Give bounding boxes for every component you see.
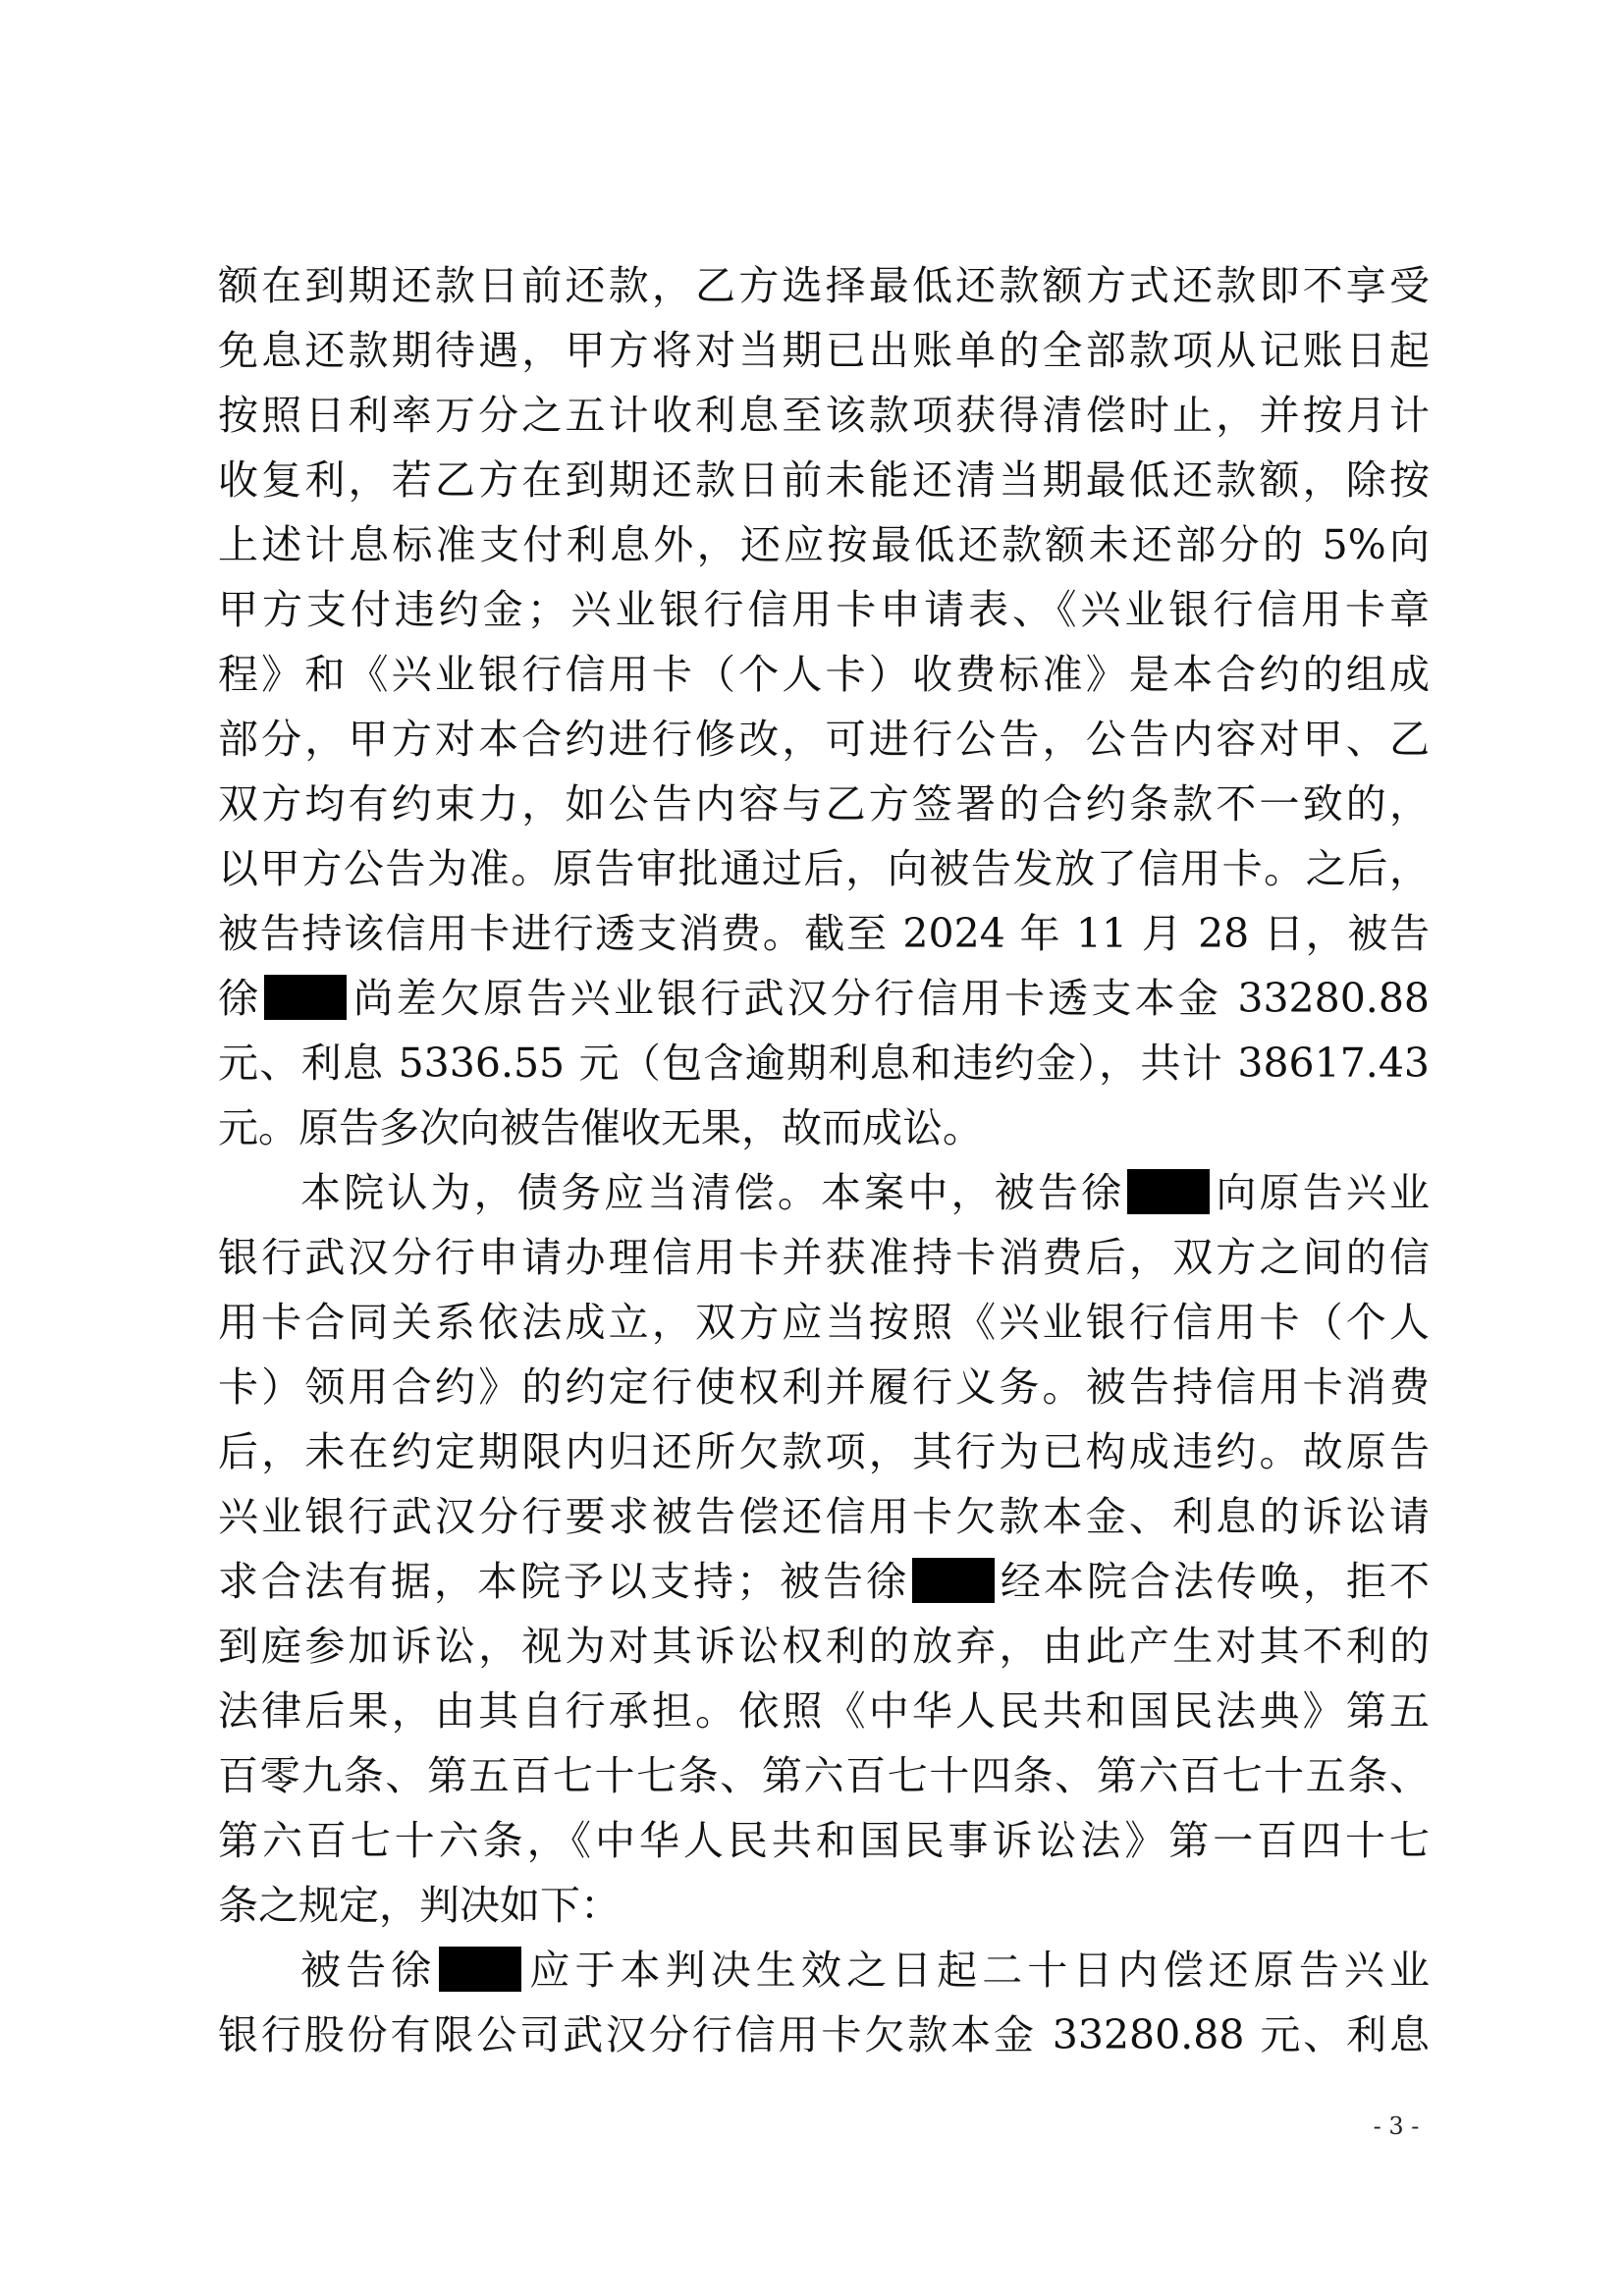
text-line: 部分，甲方对本合约进行修改，可进行公告，公告内容对甲、乙 xyxy=(218,716,1430,763)
text-line: 按照日利率万分之五计收利息至该款项获得清偿时止，并按月计 xyxy=(218,392,1430,439)
text-line: 法律后果，由其自行承担。依照《中华人民共和国民法典》第五 xyxy=(218,1687,1430,1735)
text-segment: 本院认为，债务应当清偿。本案中，被告徐 xyxy=(300,1169,1125,1216)
text-line: 被告持该信用卡进行透支消费。截至 2024 年 11 月 28 日，被告 xyxy=(218,910,1430,957)
text-segment: 尚差欠原告兴业银行武汉分行信用卡透支本金 33280.88 xyxy=(350,975,1430,1022)
text-line: 元、利息 5336.55 元（包含逾期利息和违约金），共计 38617.43 xyxy=(218,1040,1430,1087)
redaction-block xyxy=(264,975,347,1020)
text-line xyxy=(218,1160,1430,1225)
text-line: 额在到期还款日前还款，乙方选择最低还款额方式还款即不享受 xyxy=(218,262,1430,309)
text-line: 兴业银行武汉分行要求被告偿还信用卡欠款本金、利息的诉讼请 xyxy=(218,1493,1430,1540)
page-number: - 3 - xyxy=(1373,2112,1420,2140)
text-segment: 向原告兴业 xyxy=(1213,1169,1431,1216)
text-line: 元。原告多次向被告催收无果，故而成讼。 xyxy=(218,1104,983,1151)
text-line: 程》和《兴业银行信用卡（个人卡）收费标准》是本合约的组成 xyxy=(218,651,1430,698)
text-line: 收复利，若乙方在到期还款日前未能还清当期最低还款额，除按 xyxy=(218,456,1430,504)
text-line: 双方均有约束力，如公告内容与乙方签署的合约条款不一致的， xyxy=(218,780,1430,828)
document-body xyxy=(218,253,1430,2067)
text-segment: 被告徐 xyxy=(300,1947,437,1994)
redaction-block xyxy=(1127,1169,1210,1214)
text-line: 第六百七十六条，《中华人民共和国民事诉讼法》第一百四十七 xyxy=(218,1817,1430,1864)
text-line: 条之规定，判决如下： xyxy=(218,1882,621,1929)
text-line: 银行武汉分行申请办理信用卡并获准持卡消费后，双方之间的信 xyxy=(218,1234,1430,1281)
text-line: 到庭参加诉讼，视为对其诉讼权利的放弃，由此产生对其不利的 xyxy=(218,1623,1430,1670)
text-line: 上述计息标准支付利息外，还应按最低还款额未还部分的 5%向 xyxy=(218,521,1430,568)
text-segment: 经本院合法传唤，拒不 xyxy=(998,1558,1430,1605)
text-line: 以甲方公告为准。原告审批通过后，向被告发放了信用卡。之后， xyxy=(218,845,1430,892)
text-line xyxy=(218,1549,1430,1614)
text-line xyxy=(218,966,1430,1031)
text-segment: 求合法有据，本院予以支持；被告徐 xyxy=(218,1558,909,1605)
redaction-block xyxy=(912,1558,995,1603)
text-line: 银行股份有限公司武汉分行信用卡欠款本金 33280.88 元、利息 xyxy=(218,2011,1430,2058)
text-line: 百零九条、第五百七十七条、第六百七十四条、第六百七十五条、 xyxy=(218,1752,1430,1799)
defendant-surname: 徐 xyxy=(218,975,262,1022)
text-line: 后，未在约定期限内归还所欠款项，其行为已构成违约。故原告 xyxy=(218,1428,1430,1475)
redaction-block xyxy=(439,1947,521,1992)
text-line: 免息还款期待遇，甲方将对当期已出账单的全部款项从记账日起 xyxy=(218,327,1430,374)
text-line: 卡）领用合约》的约定行使权利并履行义务。被告持信用卡消费 xyxy=(218,1363,1430,1411)
text-line: 用卡合同关系依法成立，双方应当按照《兴业银行信用卡（个人 xyxy=(218,1299,1430,1346)
text-line: 甲方支付违约金；兴业银行信用卡申请表、《兴业银行信用卡章 xyxy=(218,586,1430,633)
text-line xyxy=(218,1938,1430,2002)
text-segment: 应于本判决生效之日起二十日内偿还原告兴业 xyxy=(524,1947,1431,1994)
